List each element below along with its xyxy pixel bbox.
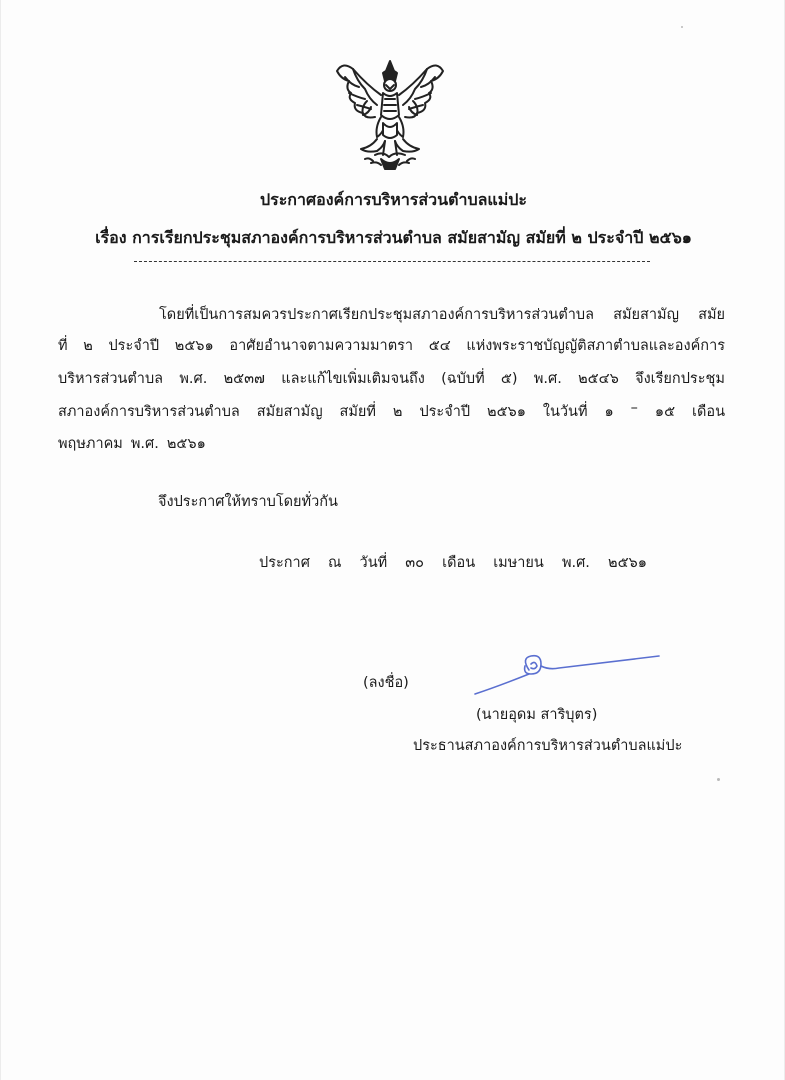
text-segment: โดยที่เป็นการสมควรประกาศเรียกประชุมสภาองค์การบริหารส่วนตำบล — [159, 307, 594, 323]
text-segment: สมัย — [698, 307, 725, 323]
text-segment: และแก้ไขเพิ่มเติมจนถึง — [281, 371, 425, 387]
text-segment: ๑๕ — [654, 404, 676, 420]
text-segment: เมษายน — [493, 555, 544, 571]
text-segment: ๒๕๖๑ — [487, 404, 526, 420]
text-segment: – — [630, 400, 638, 416]
text-segment: เดือน — [692, 404, 725, 420]
text-segment: ๒๕๓๗ — [223, 371, 265, 387]
text-segment: ๕) — [500, 371, 518, 387]
dashed-divider — [134, 261, 650, 262]
document-title: ประกาศองค์การบริหารส่วนตำบลแม่ปะ — [259, 190, 528, 209]
text-segment: ที่ — [58, 338, 68, 354]
text-segment: วันที่ — [359, 555, 388, 571]
text-segment: ๒ — [392, 404, 403, 420]
text-segment: สภาองค์การบริหารส่วนตำบล — [58, 404, 240, 420]
scan-speck — [681, 26, 683, 28]
text-segment: ๒ — [83, 338, 93, 354]
announcement-text: จึงประกาศให้ทราบโดยทั่วกัน — [158, 494, 338, 510]
text-segment: ๒๕๖๑ — [174, 338, 214, 354]
text-segment: ๓๐ — [405, 555, 425, 571]
text-segment: เดือน — [442, 555, 476, 571]
signer-name: (นายอุดม สาริบุตร) — [476, 707, 598, 723]
paragraph-line — [58, 334, 725, 357]
paragraph-line — [159, 303, 725, 326]
announcement-date — [259, 551, 647, 574]
signer-position: ประธานสภาองค์การบริหารส่วนตำบลแม่ปะ — [413, 738, 683, 754]
document-subject: เรื่อง การเรียกประชุมสภาองค์การบริหารส่วนตำบล สมัยสามัญ สมัยที่ ๒ ประจำปี ๒๕๖๑ — [95, 228, 692, 247]
text-segment: จึงเรียกประชุม — [635, 371, 725, 387]
text-segment: ๑ — [604, 404, 614, 420]
text-segment: บริหารส่วนตำบล — [58, 371, 164, 387]
text-segment: (ฉบับที่ — [441, 371, 485, 387]
text-segment: ๕๔ — [428, 338, 451, 354]
paragraph-line — [58, 367, 725, 390]
garuda-emblem-icon — [331, 55, 449, 175]
text-segment: พ.ศ. — [179, 371, 208, 387]
text-segment: ๒๕๔๖ — [578, 371, 619, 387]
text-segment: ๒๕๖๑ — [608, 555, 647, 571]
text-segment: ในวันที่ — [542, 404, 588, 420]
sign-label: (ลงชื่อ) — [363, 675, 409, 691]
text-segment: สมัยสามัญ — [256, 404, 323, 420]
text-segment: สมัยสามัญ — [613, 307, 679, 323]
handwritten-signature — [469, 648, 665, 700]
text-segment: พ.ศ. — [561, 555, 590, 571]
text-segment: พ.ศ. — [533, 371, 562, 387]
text-segment: ณ — [328, 555, 342, 571]
paragraph-line — [58, 432, 725, 455]
text-segment: ประจำปี — [108, 338, 160, 354]
text-segment: ประจำปี — [419, 404, 471, 420]
text-segment: ประกาศ — [259, 555, 310, 571]
text-segment: ๒๕๖๑ — [166, 436, 206, 452]
scan-speck — [717, 778, 720, 781]
text-segment: อาศัยอำนาจตามความมาตรา — [229, 338, 414, 354]
text-segment: สมัยที่ — [339, 404, 376, 420]
paragraph-line — [58, 400, 725, 423]
text-segment: แห่งพระราชบัญญัติสภาตำบลและองค์การ — [466, 338, 725, 354]
text-segment: พฤษภาคม — [58, 436, 123, 452]
text-segment: พ.ศ. — [130, 436, 159, 452]
